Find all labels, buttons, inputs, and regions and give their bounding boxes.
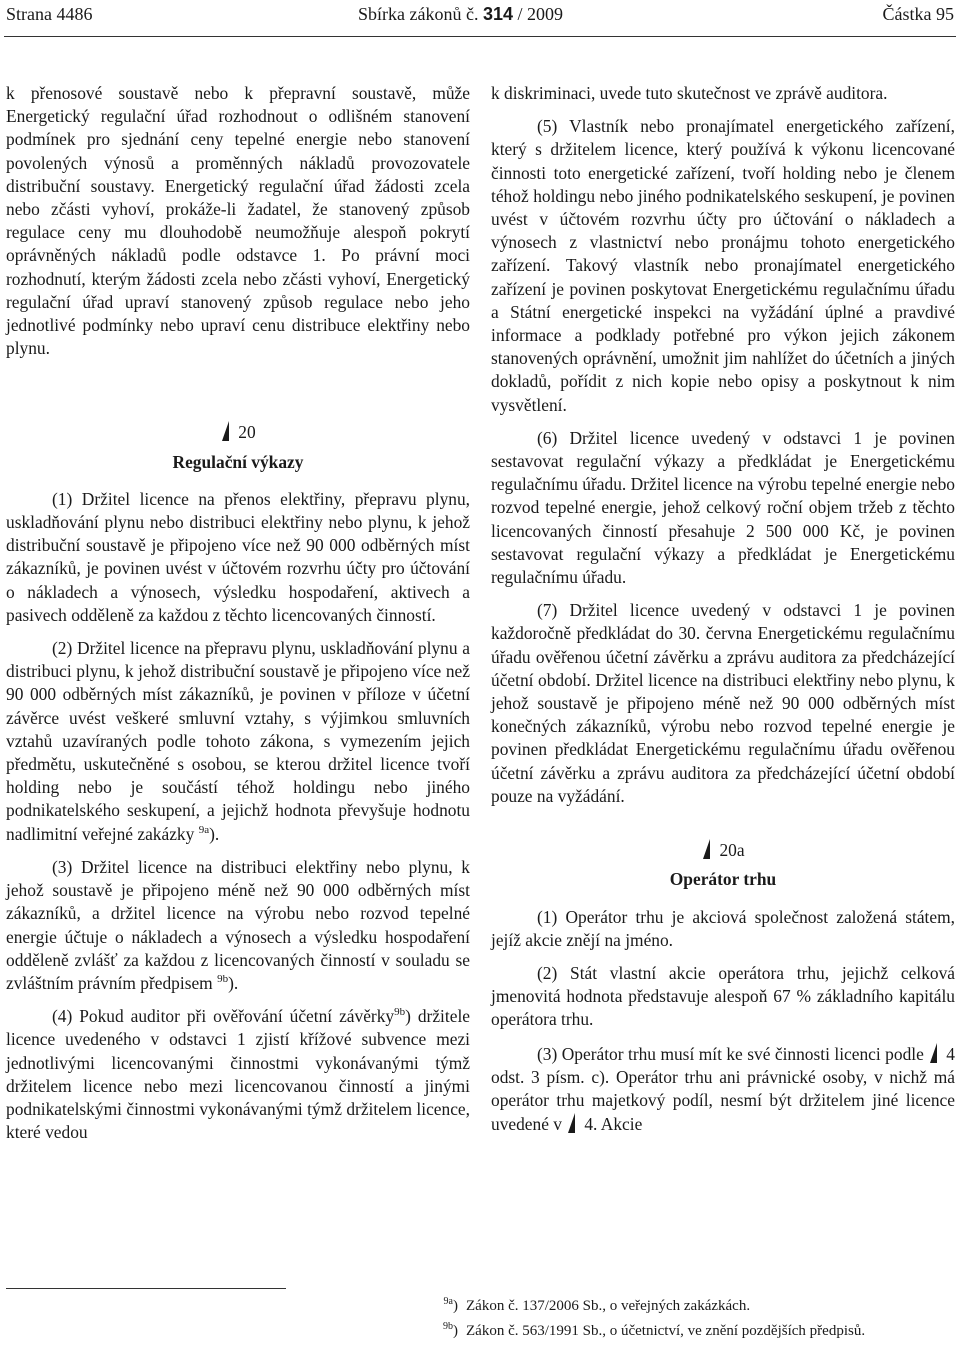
paragraph-4-text: ) držitele licence uvedeného v odstavci 1 zjistí křížové subvence mezi jednotlivými licencovanými činnostmi vykonávanými týmž držitelem licence nebo mezi licencovanou činností a jinými podnikatelskými činnostmi vykonávanými týmž držitelem licence, které vedou (6, 1006, 470, 1143)
footnote-rule (6, 1288, 286, 1289)
paragraph-1: (1) Držitel licence na přenos elektřiny, přepravu plynu, uskladňování plynu nebo distribuci elektřiny nebo plynu, k jehož distribuční soustavě je připojeno více než 90 000 odběrných míst zákazníků, je povinen uvést v účtovém rozvrhu účty pro účtování o nákladech a výnosech, výsledku hospodaření, aktivech a pasivech odděleně za každou z těchto licencovaných činností. (6, 488, 470, 625)
section-number-20 (6, 420, 470, 444)
header-rule (4, 36, 956, 37)
section-sign-icon (220, 420, 230, 442)
collection-year: / 2009 (517, 4, 564, 24)
paragraph-5: (5) Vlastník nebo pronajímatel energetického zařízení, který s držitelem licence, který používá k výkonu licencované činnosti toto energetické zařízení, tvoří holding nebo je členem téhož holdingu nebo jiného podnikatelského seskupení, je povinen uvést v účtovém rozvrhu účty pro účtování o nákladech a výnosech z vlastnictví nebo pronájmu tohoto energetického zařízení. Takový vlastník nebo pronajímatel energetického zařízení je povinen poskytovat Energetickému regulačnímu úřadu a Státní energetické inspekci na vyžádání úplné a pravdivé informace a podklady potřebné pro výkon jejich zákonem stanovených oprávnění, umožnit jim nahlížet do účetních a jiných dokladů, pořídit z nich kopie nebo opisy a poskytnout k nim vysvětlení. (491, 116, 955, 415)
paragraph-7: (7) Držitel licence uvedený v odstavci 1 je povinen každoročně předkládat do 30. června Energetickému regulačnímu úřadu ověřenou účetní závěrku a zprávu auditora za předcházející účetní období. Držitel licence na distribuci elektřiny nebo plynu, k jehož soustavě je připojeno méně než 90 000 odběrných míst konečných zákazníků, výrobu nebo rozvod tepelné energie je povinen předkládat Energetickému regulačnímu úřadu ověřenou účetní závěrku a zprávu auditora za předcházející účetní období pouze na vyžádání. (491, 600, 955, 806)
paragraph-3-text: (3) Držitel licence na distribuci elektřiny nebo plynu, k jehož soustavě je připojeno méně než 90 000 odběrných míst zákazníků, a držitel licence na výrobu nebo rozvod tepelné energie účtuje o nákladech a výnosech a výsledku hospodaření odděleně zvlášť za každou z licencovaných činností v souladu se zvláštním právním předpisem (6, 856, 470, 993)
footnote (418, 1319, 865, 1344)
paragraph-2-text: (2) Držitel licence na přepravu plynu, uskladňování plynu a distribuci plynu, k jehož distribuční soustavě je připojeno více než 90 000 odběrných míst zákazníků, je povinen v příloze v účetní závěrce uvést veškeré smluvní vztahy, s výjimkou smluvních vztahů uzavíraných podle tohoto zákona, s vymezením jejich předmětu, uskutečněné s osobou, se kterou držitel licence tvoří holding nebo je součástí téhož holdingu nebo jiného podnikatelského seskupení, a jejichž hodnota převyšuje hodnotu nadlimitní veřejné zakázky (6, 638, 470, 844)
footnote-mark: $^{9a}$) (443, 1296, 458, 1314)
collection-title (358, 4, 563, 25)
section-sign-icon (928, 1042, 938, 1064)
paragraph-4-start: (4) Pokud auditor při ověřování účetní závěrky (52, 1006, 395, 1027)
paragraph-a3-mid: 4 odst. 3 písm. c). Operátor trhu ani právnické osoby, v nichž má operátor trhu majetkový podíl, nesmí být držitelem jiné licence uvedené v (491, 1043, 955, 1135)
paragraph-3 (6, 856, 470, 995)
footnote (418, 1294, 865, 1319)
footnote-text: Zákon č. 137/2006 Sb., o veřejných zakázkách. (466, 1298, 751, 1314)
section-number-text: 20a (719, 840, 745, 861)
footnotes (418, 1294, 865, 1344)
paragraph-2 (6, 637, 470, 846)
page-header (0, 0, 960, 34)
paragraph-3-end: ). (228, 972, 239, 993)
paragraph-a3-end: 4. Akcie (584, 1114, 643, 1135)
section-sign-icon (701, 838, 711, 860)
issue-number: Částka 95 (882, 4, 954, 24)
section-number-text: 20 (238, 422, 256, 443)
footnote-text: Zákon č. 563/1991 Sb., o účetnictví, ve znění pozdějších předpisů. (466, 1323, 866, 1339)
continued-paragraph: k přenosové soustavě nebo k přepravní soustavě, může Energetický regulační úřad rozhodnout o odlišném stanovení podmínek pro sjednání ceny tepelné energie nebo stanovení povolených výnosů a proměnných nákladů provozovatele distribuční soustavy. Energetický regulační úřad žádosti zcela nebo zčásti vyhoví, prokáže-li žadatel, že stanovený způsob regulace ceny mu dlouhodobě neumožňuje alespoň pokrytí oprávněných nákladů podle odstavce 1. Po právní moci rozhodnutí, kterým žádosti zcela nebo zčásti vyhoví, Energetický regulační úřad upraví stanovený způsob regulace nebo jeho jednotlivé podmínky nebo upraví cenu distribuce elektřiny nebo plynu. (6, 83, 470, 359)
continued-paragraph: k diskriminaci, uvede tuto skutečnost ve zprávě auditora. (491, 83, 888, 103)
collection-label: Sbírka zákonů č. (358, 4, 479, 24)
section-number-20a (491, 838, 955, 862)
section-title: Regulační výkazy (172, 451, 304, 472)
collection-number: 314 (482, 4, 514, 24)
paragraph-4 (6, 1005, 470, 1144)
right-column (491, 82, 955, 1146)
paragraph-a1: (1) Operátor trhu je akciová společnost založená státem, jejíž akcie znějí na jméno. (491, 906, 955, 950)
paragraph-a3 (491, 1042, 955, 1137)
page-number: Strana 4486 (6, 4, 93, 24)
left-column (6, 82, 470, 1154)
section-sign-icon (566, 1112, 576, 1134)
paragraph-2-end: ). (209, 823, 220, 844)
footnote-mark-text: 9a (443, 1296, 453, 1307)
footnote-ref: 9b (217, 973, 229, 986)
footnote-ref: 9a (198, 823, 210, 836)
footnote-mark-text: 9b (443, 1321, 453, 1332)
section-title: Operátor trhu (669, 869, 777, 890)
footnote-ref: 9b (394, 1006, 406, 1019)
paragraph-a2: (2) Stát vlastní akcie operátora trhu, jejichž celková jmenovitá hodnota představuje alespoň 67 % základního kapitálu operátora trhu. (491, 962, 955, 1030)
footnote-mark: $^{9b}$) (443, 1321, 458, 1339)
paragraph-6: (6) Držitel licence uvedený v odstavci 1 je povinen sestavovat regulační výkazy a předkládat je Energetickému regulačnímu úřadu. Držitel licence na výrobu tepelné energie nebo rozvod tepelné energie, jehož celkový roční objem tržeb z těchto licencovaných činností přesahuje 2 500 000 Kč, je povinen sestavovat regulační výkazy a předkládat je Energetickému regulačnímu úřadu. (491, 427, 955, 588)
paragraph-a3-start: (3) Operátor trhu musí mít ke své činnosti licenci podle (537, 1043, 924, 1064)
